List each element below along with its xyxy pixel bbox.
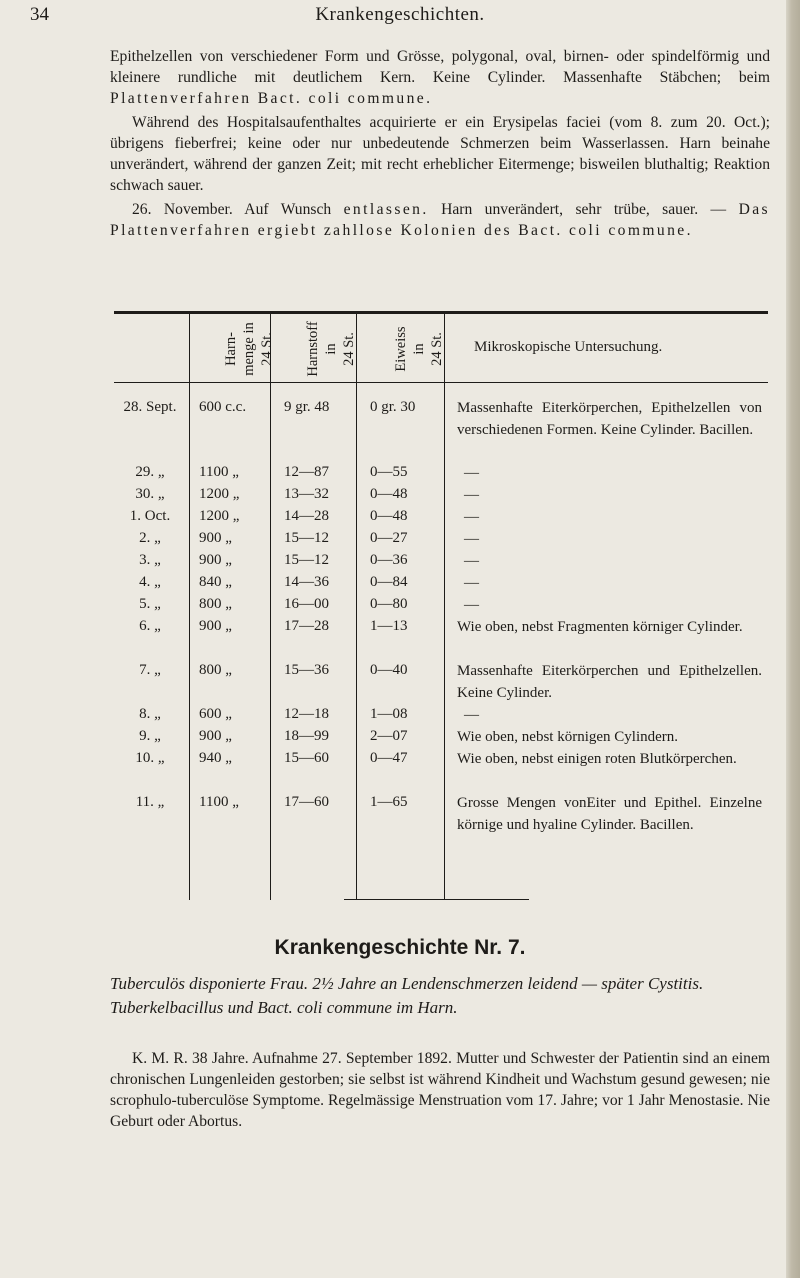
cell-eiweiss: 0—84: [370, 574, 408, 590]
cell-harnmenge: 1100 „: [199, 794, 239, 810]
cell-eiweiss: 0—48: [370, 508, 408, 524]
cell-mikroskopie: Wie oben, nebst Fragmenten körniger Cylinder.: [457, 619, 743, 635]
cell-harnmenge: 1200 „: [199, 486, 240, 502]
cell-mikroskopie: Wie oben, nebst einigen roten Blutkörperchen.: [457, 751, 737, 767]
intro-paragraph-3: 26. November. Auf Wunsch entlassen. Harn unverändert, sehr trübe, sauer. — Das Plattenverfahren ergiebt zahllose Kolonien des Bact. coli commune.: [110, 201, 771, 239]
header-eiweiss: Eiweiss: [393, 326, 409, 372]
cell-harnstoff: 12—18: [284, 706, 329, 722]
cell-harnmenge: 900 „: [199, 530, 232, 546]
cell-date: 9. „: [139, 728, 161, 744]
cell-harnstoff: 12—87: [284, 464, 329, 480]
cell-harnstoff: 18—99: [284, 728, 329, 744]
intro-paragraph-1: Epithelzellen von verschiedener Form und Grösse, polygonal, oval, birnen- oder spindelförmig und kleinere rundliche mit deutlichem Kern. Keine Cylinder. Massenhafte Stäbchen; beim Plattenverfahren Bact. coli commune.: [110, 48, 770, 107]
cell-harnmenge: 900 „: [199, 552, 232, 568]
intro-text: [110, 46, 770, 241]
cell-eiweiss: 2—07: [370, 728, 408, 744]
cell-eiweiss: 0—47: [370, 750, 408, 766]
cell-eiweiss: 0 gr. 30: [370, 399, 416, 415]
header-harnstoff: Harnstoff: [305, 321, 321, 377]
cell-harnstoff: 15—60: [284, 750, 329, 766]
cell-mikroskopie: —: [464, 531, 479, 547]
cell-harnmenge: 600 „: [199, 706, 232, 722]
cell-harnmenge: 840 „: [199, 574, 232, 590]
running-title: Krankengeschichten.: [315, 4, 485, 25]
cell-harnmenge: 940 „: [199, 750, 232, 766]
cell-eiweiss: 0—36: [370, 552, 408, 568]
cell-harnstoff: 13—32: [284, 486, 329, 502]
running-head: [0, 4, 800, 32]
urine-table: Harn- menge in 24 St. Harnstoff in 24 St. Eiweiss in 24 St. Mikroskopische Untersuchung. 28. Sept. 600 c.c. 9 gr. 48 0 gr. 30 Massenhafte Eiterkörperchen, Epithelzellen von verschiedenen Formen. Keine Cylinder. Bacillen. 29. „ 1100 „ 12—87 0—55 — 30. „ 1200 „ 13—32 0—48 — 1. Oct. 1200 „ 14—28 0—48 — 2. „ 900 „ 15—12 0—27 — 3. „ 900 „ 15—12 0—36 — 4. „ 840 „ 14—36 0—84 — 5. „ 800 „ 16—00 0—80 — 6. „ 900 „ 17—28 1—13 Wie oben, nebst Fragmenten körniger Cylinder. 7. „ 800 „ 15—36 0—40 Massenhafte Eiterkörperchen und Epithelzellen. Keine Cylinder. 8. „ 600 „ 12—18 1—08 — 9. „ 900 „ 18—99 2—07 Wie oben, nebst körnigen Cylindern. 10. „ 940 „ 15—60 0—47 Wie oben, nebst einigen roten Blutkörperchen. 11. „ 1100 „ 17—60 1—65 Grosse Mengen vonEiter und Epithel. Einzelne körnige und hyaline Cylinder. Bacillen.: [114, 311, 768, 904]
cell-mikroskopie: —: [464, 553, 479, 569]
cell-eiweiss: 1—08: [370, 706, 408, 722]
intro-paragraph-2: Während des Hospitalsaufenthaltes acquirierte er ein Erysipelas faciei (vom 8. zum 20. Oct.); übrigens fieberfrei; keine oder nur unbedeutende Schmerzen beim Wasserlassen. Harn beinahe unverändert, während der ganzen Zeit; mit recht erheblicher Eitermenge; bisweilen bluthaltig; Reaktion schwach sauer.: [110, 114, 770, 194]
cell-harnmenge: 800 „: [199, 662, 232, 678]
page-edge: [786, 0, 800, 1278]
cell-mikroskopie: Grosse Mengen vonEiter und Epithel. Einzelne körnige und hyaline Cylinder. Bacillen.: [457, 795, 762, 833]
cell-mikroskopie: —: [464, 575, 479, 591]
cell-eiweiss: 0—27: [370, 530, 408, 546]
cell-eiweiss: 0—55: [370, 464, 408, 480]
cell-date: 28. Sept.: [123, 399, 177, 415]
cell-harnstoff: 15—12: [284, 530, 329, 546]
cell-mikroskopie: —: [464, 707, 479, 723]
header-harnmenge: Harn-: [223, 332, 239, 366]
cell-mikroskopie: Wie oben, nebst körnigen Cylindern.: [457, 729, 679, 745]
cell-harnmenge: 600 c.c.: [199, 399, 247, 415]
table-bottom-rule: [344, 899, 529, 900]
col-rule: [356, 314, 357, 900]
cell-mikroskopie: Massenhafte Eiterkörperchen und Epithelzellen. Keine Cylinder.: [457, 663, 762, 701]
header-mikroskopie: Mikroskopische Untersuchung.: [474, 339, 663, 355]
cell-mikroskopie: —: [464, 465, 479, 481]
cell-harnmenge: 900 „: [199, 728, 232, 744]
cell-harnstoff: 14—28: [284, 508, 329, 524]
cell-eiweiss: 0—80: [370, 596, 408, 612]
cell-date: 29. „: [135, 464, 165, 480]
case-subtitle: Tuberculös disponierte Frau. 2½ Jahre an Lendenschmerzen leidend — später Cystitis. Tuberkelbacillus und Bact. coli commune im Harn.: [110, 974, 704, 1017]
cell-date: 6. „: [139, 618, 161, 634]
cell-harnstoff: 14—36: [284, 574, 329, 590]
cell-harnmenge: 1200 „: [199, 508, 240, 524]
cell-date: 8. „: [139, 706, 161, 722]
cell-eiweiss: 1—13: [370, 618, 408, 634]
cell-date: 4. „: [139, 574, 161, 590]
cell-eiweiss: 0—48: [370, 486, 408, 502]
cell-date: 10. „: [135, 750, 165, 766]
cell-harnstoff: 15—36: [284, 662, 329, 678]
cell-harnstoff: 9 gr. 48: [284, 399, 330, 415]
cell-mikroskopie: Massenhafte Eiterkörperchen, Epithelzellen von verschiedenen Formen. Keine Cylinder. Bacillen.: [457, 400, 762, 438]
col-rule: [444, 314, 445, 900]
cell-date: 3. „: [139, 552, 161, 568]
cell-harnstoff: 15—12: [284, 552, 329, 568]
cell-mikroskopie: —: [464, 509, 479, 525]
cell-date: 30. „: [135, 486, 165, 502]
cell-date: 1. Oct.: [129, 508, 171, 524]
cell-harnstoff: 16—00: [284, 596, 329, 612]
page-number: 34: [30, 4, 49, 25]
cell-harnstoff: 17—28: [284, 618, 329, 634]
cell-date: 11. „: [135, 794, 165, 810]
col-rule: [270, 314, 271, 900]
case-title: Krankengeschichte Nr. 7.: [274, 936, 526, 959]
cell-eiweiss: 1—65: [370, 794, 408, 810]
cell-harnstoff: 17—60: [284, 794, 329, 810]
cell-date: 5. „: [139, 596, 161, 612]
cell-eiweiss: 0—40: [370, 662, 408, 678]
col-rule: [189, 314, 190, 900]
cell-mikroskopie: —: [464, 487, 479, 503]
cell-harnmenge: 800 „: [199, 596, 232, 612]
cell-date: 7. „: [139, 662, 161, 678]
cell-mikroskopie: —: [464, 597, 479, 613]
cell-harnmenge: 1100 „: [199, 464, 239, 480]
case-text: K. M. R. 38 Jahre. Aufnahme 27. September 1892. Mutter und Schwester der Patientin sind an einem chronischen Lungenleiden gestorben; sie selbst ist während Kindheit und Wachstum gesund gewesen; nie scrophulo-tuberculöse Symptome. Regelmässige Menstruation vom 17. Jahre; vor 1 Jahr Menostasie. Nie Geburt oder Abortus.: [110, 1050, 770, 1130]
cell-harnmenge: 900 „: [199, 618, 232, 634]
cell-date: 2. „: [139, 530, 161, 546]
